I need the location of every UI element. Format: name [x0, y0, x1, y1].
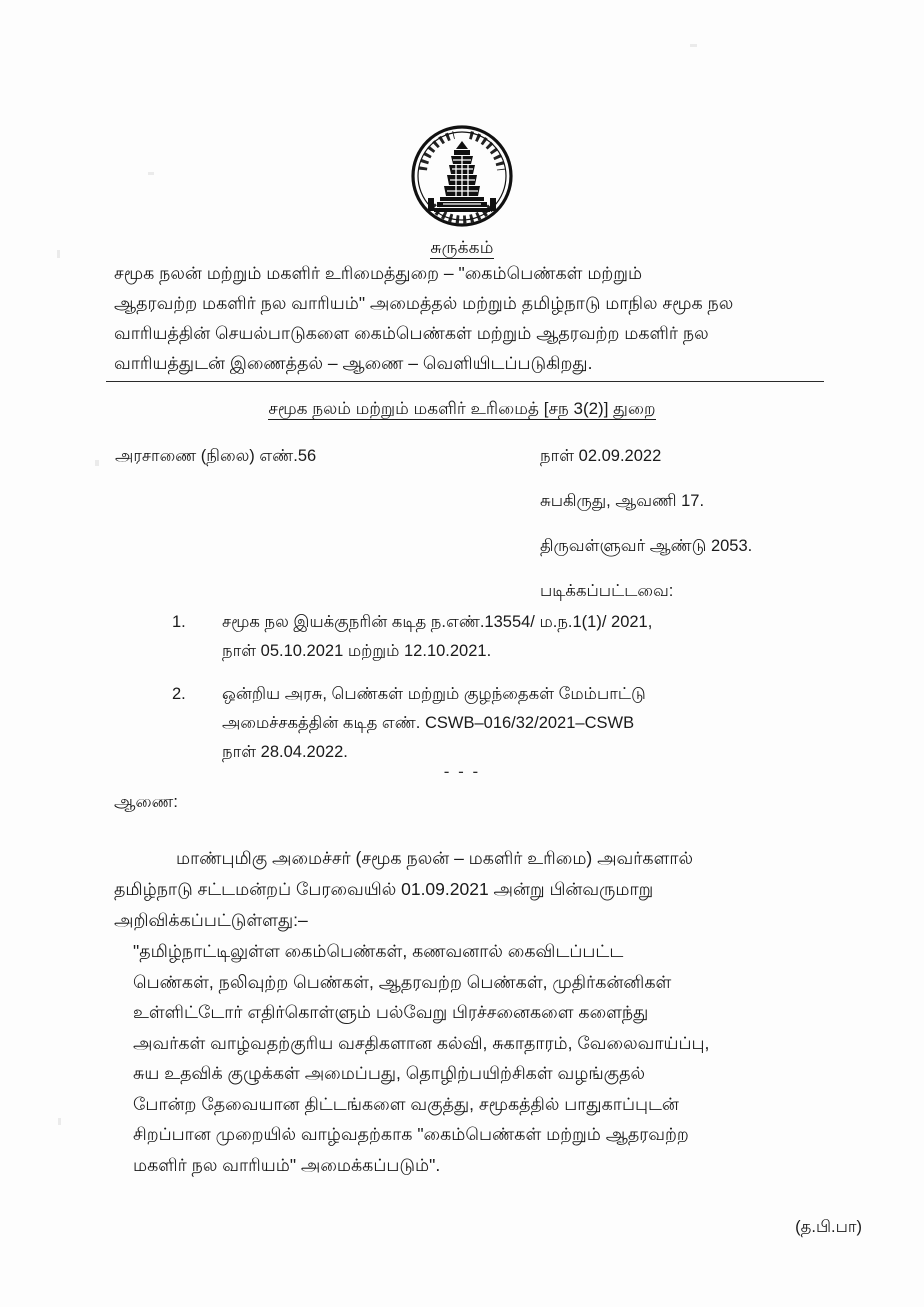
reference-line: நாள் 05.10.2021 மற்றும் 12.10.2021.: [222, 642, 492, 660]
summary-line: சமூக நலன் மற்றும் மகளிர் உரிமைத்துறை – "கைம்பெண்கள் மற்றும்: [114, 263, 643, 283]
order-line: மாண்புமிகு அமைச்சர் (சமூக நலன் – மகளிர் உரிமை) அவர்களால்: [176, 848, 694, 868]
summary-line: வாரியத்துடன் இணைத்தல் – ஆணை – வெளியிடப்படுகிறது.: [114, 353, 593, 373]
references-label: படிக்கப்பட்டவை:: [540, 582, 674, 600]
tamil-month-day: சுபகிருது, ஆவணி 17.: [540, 492, 705, 510]
reference-number: 2.: [172, 685, 186, 703]
reference-text: [222, 680, 817, 767]
order-paragraph: [114, 843, 826, 936]
go-number: அரசாணை (நிலை) எண்.56: [115, 447, 317, 465]
department-heading-text: சமூக நலம் மற்றும் மகளிர் உரிமைத் [சந 3(2)] துறை: [268, 399, 656, 418]
quote-line: சுய உதவிக் குழுக்கள் அமைப்பது, தொழிற்பயிற்சிகள் வழங்குதல்: [133, 1063, 646, 1083]
scan-artifact: [95, 460, 99, 466]
quoted-declaration: [133, 936, 805, 1180]
department-heading: [0, 399, 924, 421]
list-item: [172, 608, 817, 666]
tamil-nadu-state-emblem-icon: [410, 124, 514, 228]
reference-line: ஒன்றிய அரசு, பெண்கள் மற்றும் குழந்தைகள் மேம்பாட்டு: [222, 685, 646, 703]
order-line: அறிவிக்கப்பட்டுள்ளது:–: [114, 910, 308, 930]
summary-line: ஆதரவற்ற மகளிர் நல வாரியம்" அமைத்தல் மற்றும் தமிழ்நாடு மாநில சமூக நல: [114, 293, 734, 313]
reference-line: சமூக நல இயக்குநரின் கடித ந.எண்.13554/ ம.ந.1(1)/ 2021,: [222, 613, 653, 631]
order-label: ஆணை:: [114, 792, 178, 811]
scan-artifact: [58, 1118, 61, 1125]
quote-line: உள்ளிட்டோர் எதிர்கொள்ளும் பல்வேறு பிரச்சனைகளை களைந்து: [133, 1002, 649, 1022]
date-block: [540, 447, 752, 603]
reference-line: நாள் 28.04.2022.: [222, 743, 348, 761]
reference-line: அமைச்சகத்தின் கடித எண். CSWB–016/32/2021–CSWB: [222, 714, 635, 732]
summary-heading: [0, 238, 924, 260]
dash-separator: - - -: [443, 762, 481, 781]
order-line: தமிழ்நாடு சட்டமன்றப் பேரவையில் 01.09.2021 அன்று பின்வருமாறு: [114, 879, 654, 899]
horizontal-divider: [106, 381, 824, 382]
order-date: நாள் 02.09.2022: [540, 447, 662, 465]
quote-line: அவர்கள் வாழ்வதற்குரிய வசதிகளான கல்வி, சுகாதாரம், வேலைவாய்ப்பு,: [133, 1032, 710, 1053]
emblem-container: [0, 124, 924, 233]
quote-line: "தமிழ்நாட்டிலுள்ள கைம்பெண்கள், கணவனால் கைவிடப்பட்ட: [133, 941, 624, 961]
quote-line: மகளிர் நல வாரியம்" அமைக்கப்படும்".: [133, 1154, 441, 1175]
reference-text: [222, 608, 817, 666]
scan-artifact: [690, 44, 697, 47]
summary-line: வாரியத்தின் செயல்பாடுகளை கைம்பெண்கள் மற்றும் ஆதரவற்ற மகளிர் நல: [114, 323, 709, 343]
list-item: [172, 680, 817, 767]
thiruvalluvar-year: திருவள்ளுவர் ஆண்டு 2053.: [540, 537, 753, 555]
summary-paragraph: [114, 258, 826, 378]
quote-line: போன்ற தேவையான திட்டங்களை வகுத்து, சமூகத்தில் பாதுகாப்புடன்: [133, 1093, 679, 1114]
reference-list: [172, 608, 817, 781]
summary-heading-text: சுருக்கம்: [430, 238, 494, 257]
reference-number: 1.: [172, 613, 186, 631]
quote-line: பெண்கள், நலிவுற்ற பெண்கள், ஆதரவற்ற பெண்கள், முதிர்கன்னிகள்: [133, 971, 672, 992]
footer-note: (த.பி.பா): [795, 1218, 862, 1236]
quote-line: சிறப்பான முறையில் வாழ்வதற்காக "கைம்பெண்கள் மற்றும் ஆதரவற்ற: [133, 1124, 689, 1144]
